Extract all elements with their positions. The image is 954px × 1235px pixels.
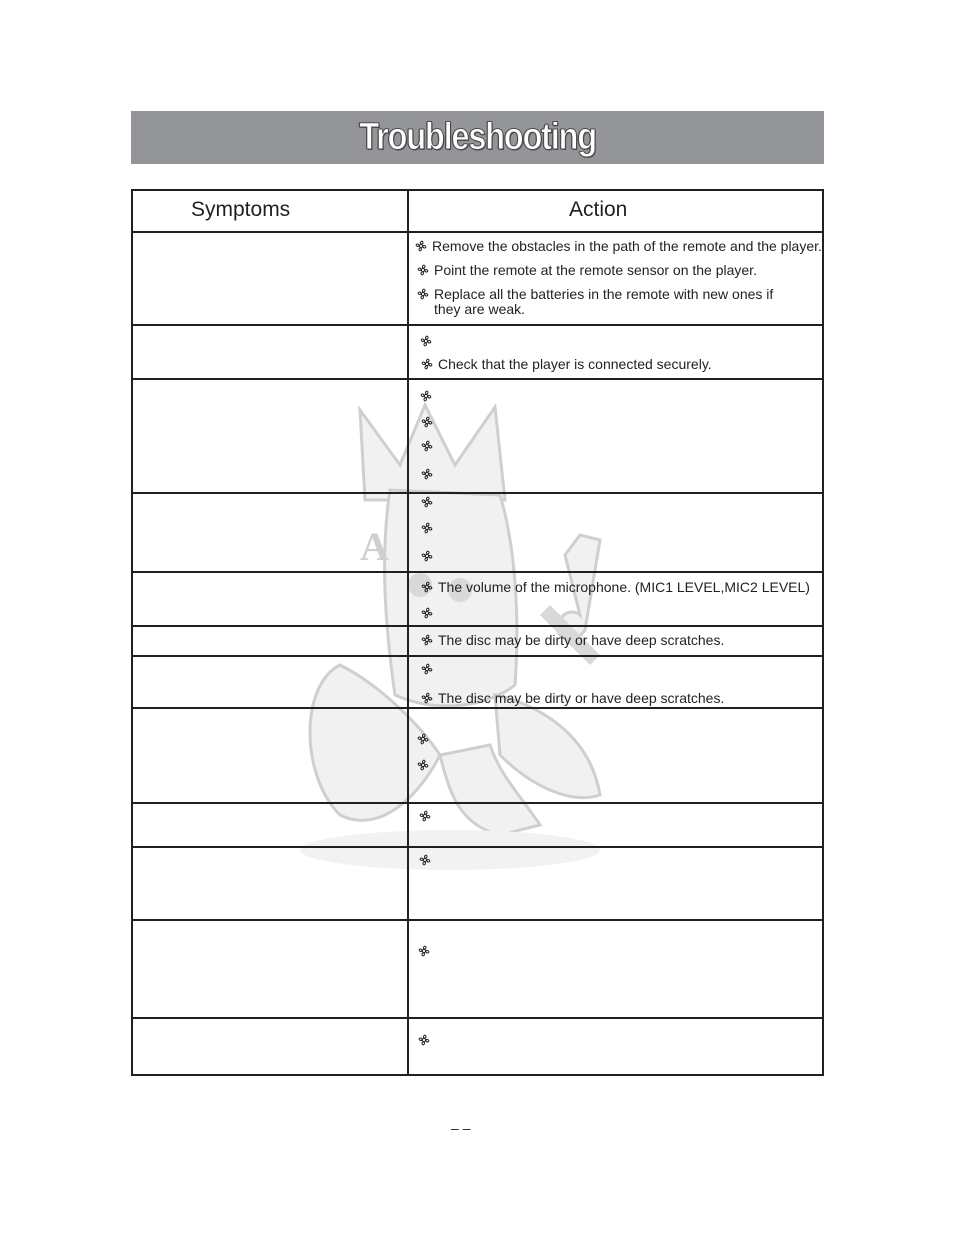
- asterisk-flower-icon: [416, 287, 430, 301]
- row-divider: [133, 1017, 822, 1019]
- action-item: [420, 691, 724, 706]
- svg-text:A: A: [360, 524, 389, 569]
- action-item: [417, 1033, 435, 1047]
- row-divider: [133, 324, 822, 326]
- row-divider: [133, 625, 822, 627]
- action-item: [420, 521, 438, 535]
- action-item: [420, 662, 438, 676]
- action-item: [420, 415, 438, 429]
- row-divider: [133, 707, 822, 709]
- title-banner: [131, 111, 824, 164]
- asterisk-flower-icon: [420, 691, 434, 705]
- row-divider: [133, 378, 822, 380]
- page-title: Troubleshooting: [359, 116, 596, 158]
- asterisk-flower-icon: [420, 467, 434, 481]
- asterisk-flower-icon: [417, 1033, 431, 1047]
- asterisk-flower-icon: [416, 758, 430, 772]
- action-item: [420, 549, 438, 563]
- action-column-header: Action: [569, 198, 628, 221]
- asterisk-flower-icon: [414, 239, 428, 253]
- action-item: [418, 809, 436, 823]
- action-text: The disc may be dirty or have deep scratches.: [438, 690, 725, 706]
- asterisk-flower-icon: [420, 606, 434, 620]
- asterisk-flower-icon: [420, 439, 434, 453]
- action-item: [419, 334, 437, 348]
- row-divider: [133, 571, 822, 573]
- action-item: [416, 732, 434, 746]
- asterisk-flower-icon: [420, 415, 434, 429]
- asterisk-flower-icon: [420, 633, 434, 647]
- asterisk-flower-icon: [420, 357, 434, 371]
- asterisk-flower-icon: [420, 495, 434, 509]
- asterisk-flower-icon: [420, 549, 434, 563]
- action-text: Replace all the batteries in the remote with new ones if they are weak.: [434, 286, 774, 317]
- action-text: The disc may be dirty or have deep scratches.: [438, 632, 725, 648]
- action-item: [414, 239, 822, 254]
- action-item: [420, 467, 438, 481]
- asterisk-flower-icon: [418, 853, 432, 867]
- action-text: Check that the player is connected securely.: [438, 356, 712, 372]
- row-divider: [133, 231, 822, 233]
- action-item: [420, 357, 712, 372]
- symptoms-column-header: Symptoms: [191, 198, 291, 221]
- row-divider: [133, 846, 822, 848]
- action-item: [419, 389, 437, 403]
- action-item: [416, 287, 773, 317]
- action-item: [420, 439, 438, 453]
- action-item: [420, 633, 724, 648]
- action-item: [418, 853, 436, 867]
- asterisk-flower-icon: [416, 732, 430, 746]
- action-text: Point the remote at the remote sensor on the player.: [434, 262, 757, 278]
- asterisk-flower-icon: [420, 662, 434, 676]
- asterisk-flower-icon: [418, 809, 432, 823]
- action-text: The volume of the microphone. (MIC1 LEVEL,MIC2 LEVEL): [438, 579, 810, 595]
- asterisk-flower-icon: [417, 944, 431, 958]
- row-divider: [133, 919, 822, 921]
- asterisk-flower-icon: [419, 334, 433, 348]
- action-item: [416, 758, 434, 772]
- action-item: [417, 944, 435, 958]
- row-divider: [133, 655, 822, 657]
- troubleshooting-table: [131, 189, 824, 1076]
- row-divider: [133, 492, 822, 494]
- action-item: [416, 263, 757, 278]
- asterisk-flower-icon: [420, 580, 434, 594]
- asterisk-flower-icon: [419, 389, 433, 403]
- row-divider: [133, 802, 822, 804]
- action-item: [420, 580, 810, 595]
- asterisk-flower-icon: [416, 263, 430, 277]
- action-item: [420, 495, 438, 509]
- action-item: [420, 606, 438, 620]
- asterisk-flower-icon: [420, 521, 434, 535]
- page-number: – –: [451, 1120, 471, 1136]
- action-text: Remove the obstacles in the path of the remote and the player.: [432, 238, 822, 254]
